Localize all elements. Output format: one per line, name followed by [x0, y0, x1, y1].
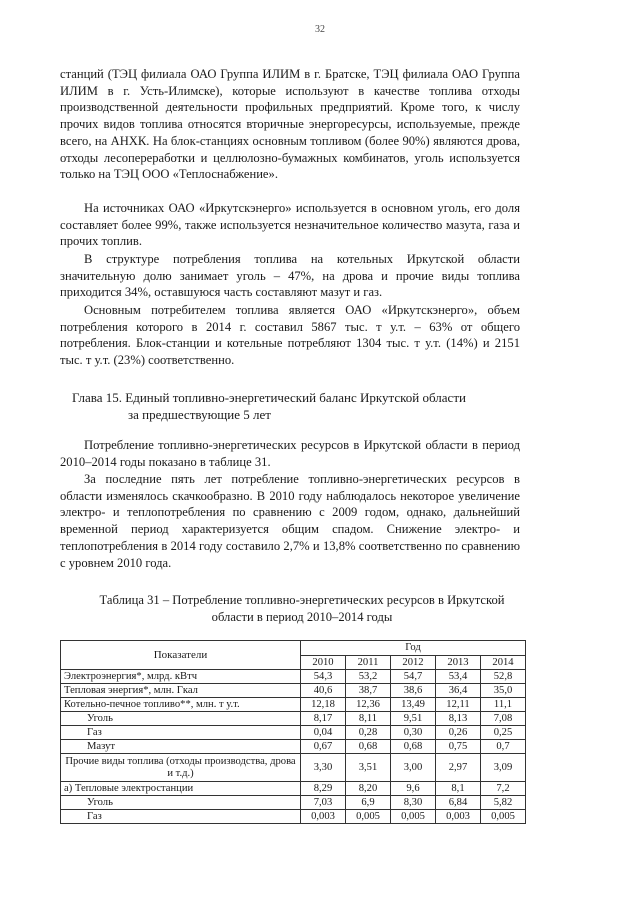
table-row: [61, 670, 526, 684]
row-label: Котельно-печное топливо**, млн. т у.т.: [61, 698, 301, 712]
paragraph-irkutskenergo-coal: На источниках ОАО «Иркутскэнерго» используется в основном уголь, его доля составляет более 99%, также используется незначительное количество мазута, газа и прочих топлив.: [60, 201, 520, 249]
cell-value: 0,003: [301, 810, 346, 824]
cell-value: 53,2: [346, 670, 391, 684]
table-row: [61, 810, 526, 824]
cell-value: 8,13: [436, 712, 481, 726]
cell-value: 35,0: [481, 684, 526, 698]
table-row: [61, 782, 526, 796]
table-row: [61, 726, 526, 740]
year-2010: 2010: [301, 656, 346, 670]
consumption-table: [60, 640, 526, 824]
row-label: Газ: [61, 810, 301, 824]
cell-value: 0,75: [436, 740, 481, 754]
page-number: 32: [315, 24, 325, 35]
year-2011: 2011: [346, 656, 391, 670]
cell-value: 8,1: [436, 782, 481, 796]
table-caption: [82, 592, 522, 626]
table-row: [61, 684, 526, 698]
table-caption-line2: области в период 2010–2014 годы: [211, 610, 393, 624]
cell-value: 8,29: [301, 782, 346, 796]
paragraph-fuel-types: станций (ТЭЦ филиала ОАО Группа ИЛИМ в г. Братске, ТЭЦ филиала ОАО Группа ИЛИМ в г. Усть-Илимске), которые используют в качестве топлива отходы производственной деятельности профильных предприятий. Кроме того, к числу прочих видов топлива относятся вторичные энергоресурсы, используемые, прежде всего, на АНХК. На блок-станциях основным топливом (более 90%) являются дрова, отходы лесопереработки и целлюлозно-бумажных комбинатов, уголь используется только на ТЭЦ ООО «Теплоснабжение».: [60, 67, 520, 182]
table-row: [61, 712, 526, 726]
row-label: Уголь: [61, 796, 301, 810]
cell-value: 5,82: [481, 796, 526, 810]
table-row: [61, 698, 526, 712]
chapter-heading-line2: за предшествующие 5 лет: [128, 407, 271, 422]
table-row: [61, 796, 526, 810]
cell-value: 6,84: [436, 796, 481, 810]
header-year: Год: [301, 641, 526, 656]
row-label: Прочие виды топлива (отходы производства, дрова и т.д.): [61, 754, 301, 782]
cell-value: 8,17: [301, 712, 346, 726]
row-label: Электроэнергия*, млрд. кВтч: [61, 670, 301, 684]
year-2014: 2014: [481, 656, 526, 670]
header-indicators: Показатели: [61, 641, 301, 670]
cell-value: 8,11: [346, 712, 391, 726]
cell-value: 2,97: [436, 754, 481, 782]
chapter-heading: [72, 389, 522, 423]
chapter-heading-line1: Глава 15. Единый топливно-энергетический баланс Иркутской области: [72, 390, 466, 405]
cell-value: 0,68: [391, 740, 436, 754]
cell-value: 12,36: [346, 698, 391, 712]
cell-value: 0,7: [481, 740, 526, 754]
table-caption-line1: Таблица 31 – Потребление топливно-энергетических ресурсов в Иркутской: [99, 593, 505, 607]
year-2013: 2013: [436, 656, 481, 670]
cell-value: 52,8: [481, 670, 526, 684]
cell-value: 40,6: [301, 684, 346, 698]
row-label: Тепловая энергия*, млн. Гкал: [61, 684, 301, 698]
cell-value: 0,68: [346, 740, 391, 754]
cell-value: 6,9: [346, 796, 391, 810]
cell-value: 38,7: [346, 684, 391, 698]
cell-value: 3,51: [346, 754, 391, 782]
table-row: [61, 754, 526, 782]
cell-value: 9,6: [391, 782, 436, 796]
cell-value: 7,2: [481, 782, 526, 796]
row-label: Газ: [61, 726, 301, 740]
cell-value: 0,67: [301, 740, 346, 754]
cell-value: 0,005: [391, 810, 436, 824]
cell-value: 0,005: [346, 810, 391, 824]
paragraph-main-consumer: Основным потребителем топлива является ОАО «Иркутскэнерго», объем потребления которого в 2014 г. составил 5867 тыс. т у.т. – 63% от общего потребления. Блок-станции и котельные потребляют 1304 тыс. т у.т. (14%) и 2151 тыс. т у.т. (23%) соответственно.: [60, 303, 520, 368]
cell-value: 0,25: [481, 726, 526, 740]
cell-value: 3,09: [481, 754, 526, 782]
cell-value: 12,18: [301, 698, 346, 712]
cell-value: 7,08: [481, 712, 526, 726]
cell-value: 36,4: [436, 684, 481, 698]
cell-value: 12,11: [436, 698, 481, 712]
paragraph-boiler-structure: В структуре потребления топлива на котельных Иркутской области значительную долю занимает уголь – 47%, на дрова и прочие виды топлива приходится 34%, оставшуюся часть составляют мазут и газ.: [60, 252, 520, 300]
cell-value: 0,26: [436, 726, 481, 740]
table-row: [61, 740, 526, 754]
cell-value: 3,00: [391, 754, 436, 782]
cell-value: 8,20: [346, 782, 391, 796]
cell-value: 0,28: [346, 726, 391, 740]
cell-value: 0,04: [301, 726, 346, 740]
cell-value: 11,1: [481, 698, 526, 712]
cell-value: 8,30: [391, 796, 436, 810]
row-label: а) Тепловые электростанции: [61, 782, 301, 796]
cell-value: 13,49: [391, 698, 436, 712]
row-label: Мазут: [61, 740, 301, 754]
cell-value: 53,4: [436, 670, 481, 684]
cell-value: 0,005: [481, 810, 526, 824]
cell-value: 54,7: [391, 670, 436, 684]
paragraph-five-years: За последние пять лет потребление топливно-энергетических ресурсов в области изменялось скачкообразно. В 2010 году наблюдалось некоторое увеличение электро- и теплопотребления по сравнению с 2009 годом, однако, дальнейший временной период характеризуется общим спадом. Снижение электро- и теплопотребления в 2014 году составило 2,7% и 13,8% соответственно по сравнению с уровнем 2010 года.: [60, 472, 520, 570]
cell-value: 54,3: [301, 670, 346, 684]
cell-value: 0,30: [391, 726, 436, 740]
cell-value: 9,51: [391, 712, 436, 726]
cell-value: 3,30: [301, 754, 346, 782]
year-2012: 2012: [391, 656, 436, 670]
cell-value: 38,6: [391, 684, 436, 698]
paragraph-table-intro: Потребление топливно-энергетических ресурсов в Иркутской области в период 2010–2014 годы показано в таблице 31.: [60, 438, 520, 469]
cell-value: 7,03: [301, 796, 346, 810]
cell-value: 0,003: [436, 810, 481, 824]
row-label: Уголь: [61, 712, 301, 726]
